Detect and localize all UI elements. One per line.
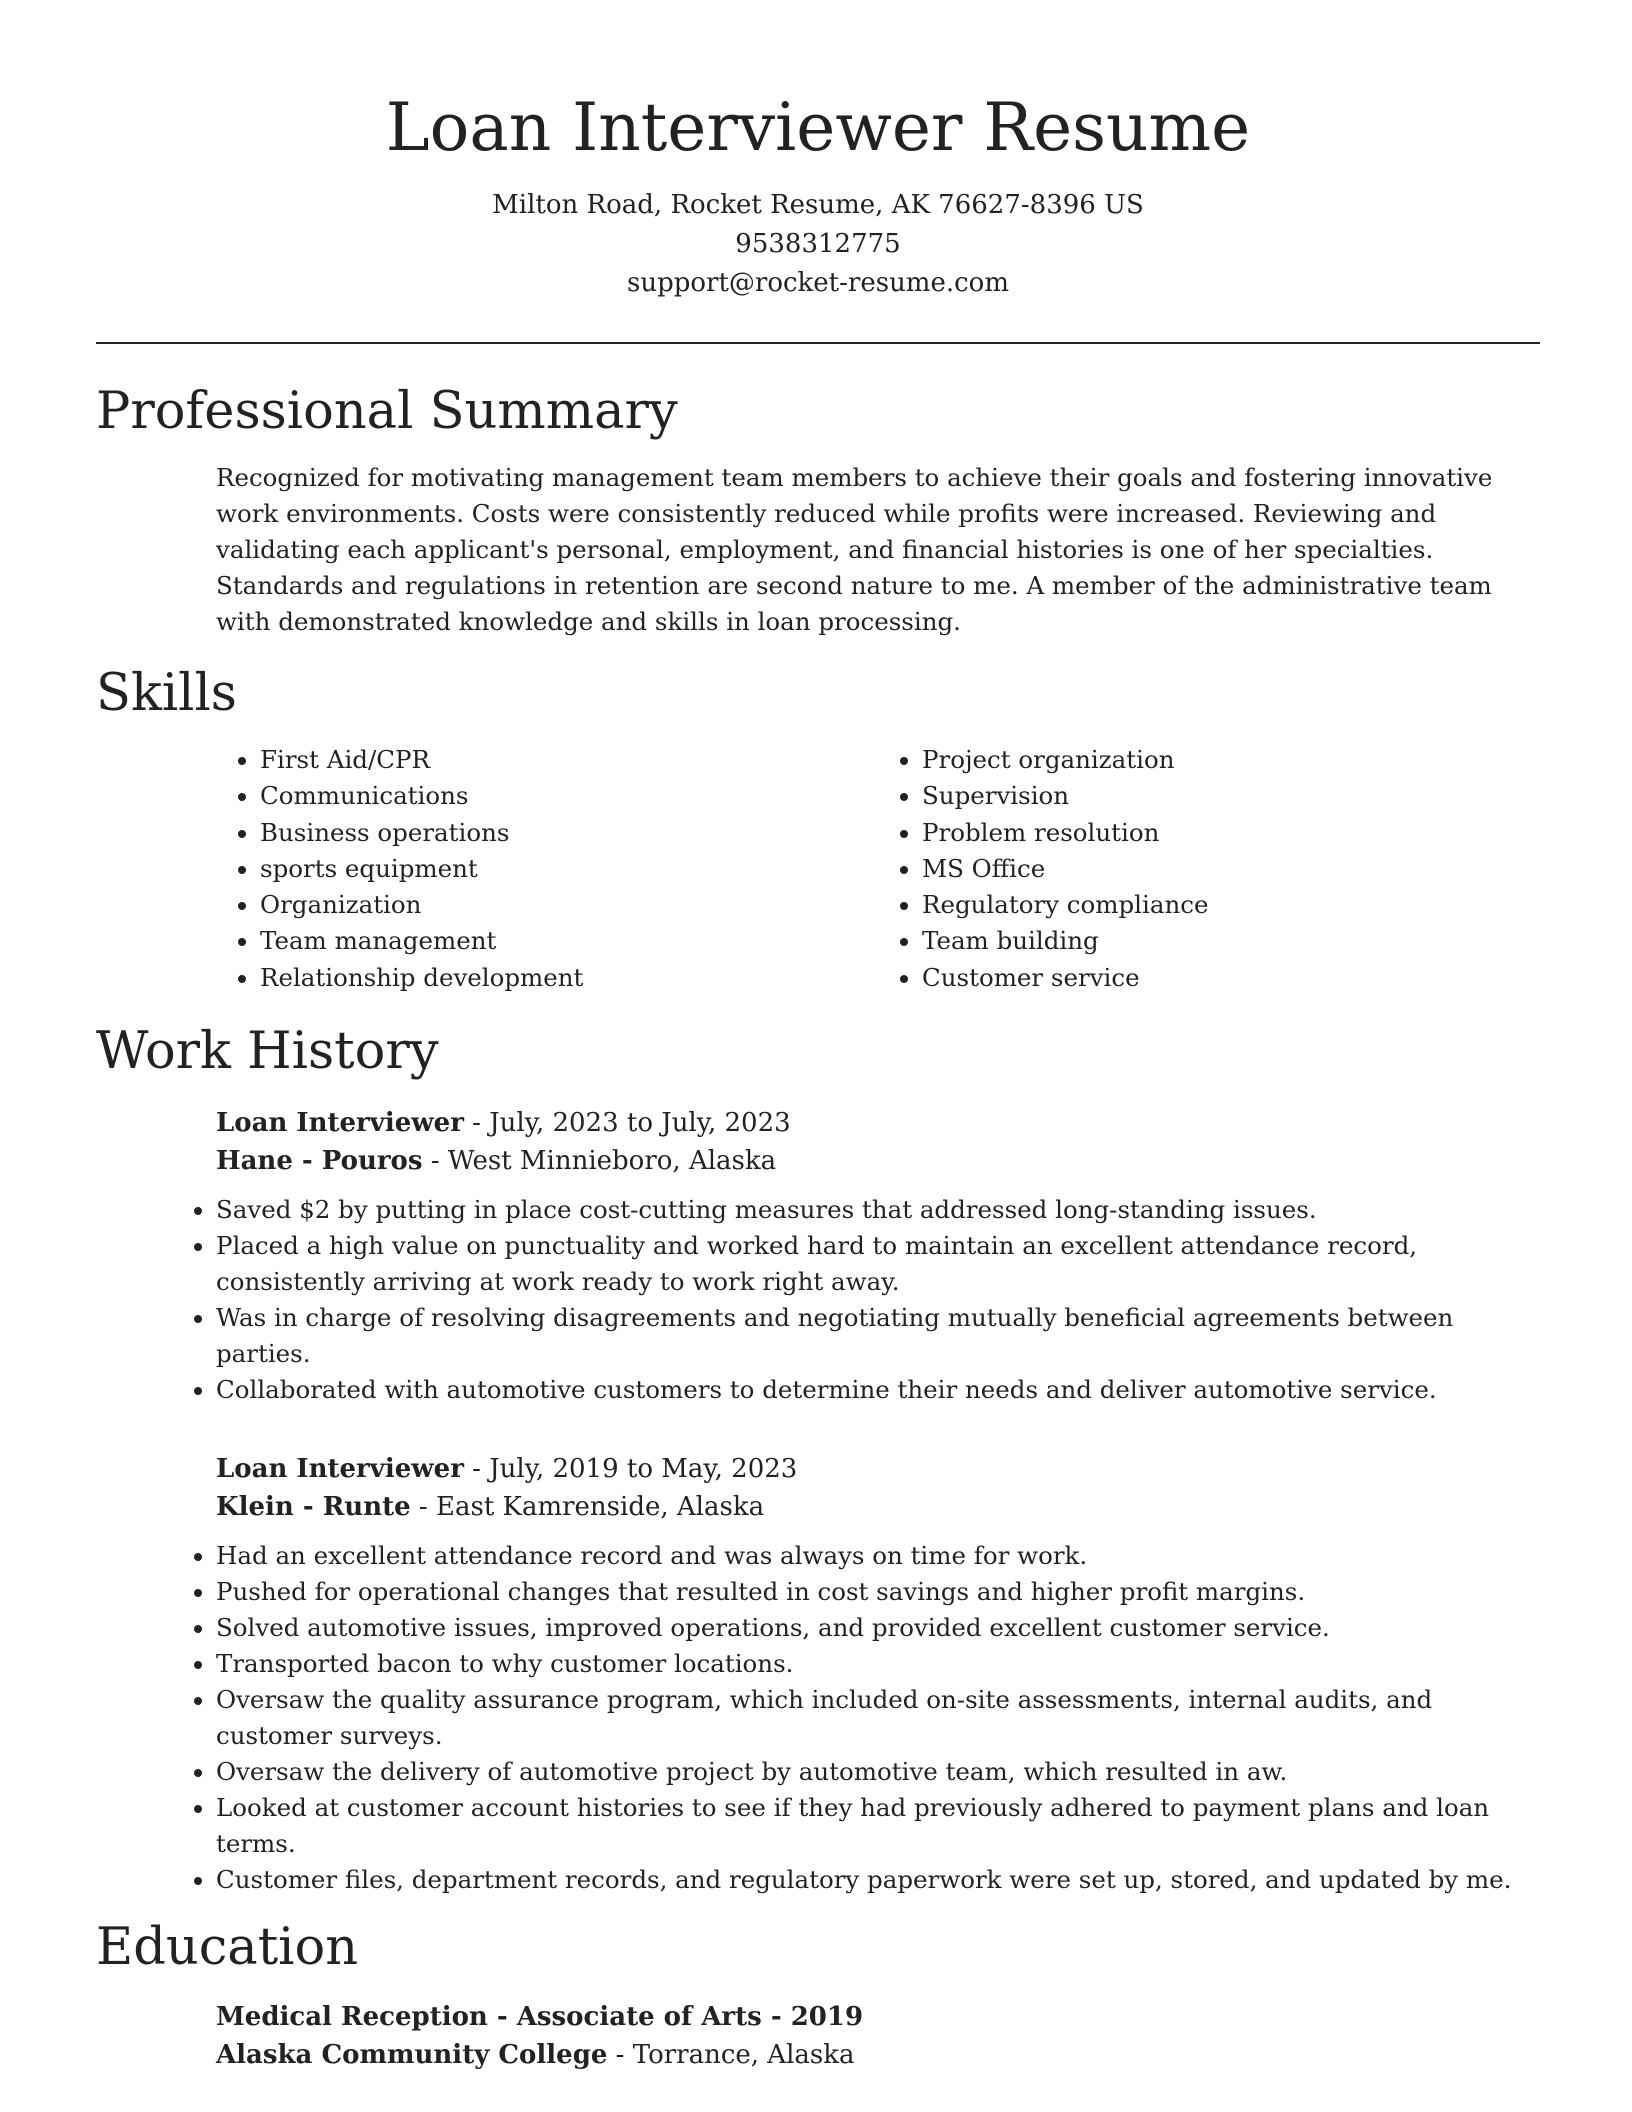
education-section bbox=[216, 1998, 1540, 2074]
job-dates: July, 2023 to July, 2023 bbox=[489, 1108, 791, 1138]
education-heading: Education bbox=[96, 1918, 359, 1977]
list-item: • Had an excellent attendance record and was always on time for work. bbox=[216, 1538, 1540, 1574]
work-section bbox=[216, 1104, 1540, 1898]
list-item: • Collaborated with automotive customers to determine their needs and deliver automotive service. bbox=[216, 1372, 1540, 1408]
skills-list-right bbox=[878, 742, 1540, 996]
education-location: Torrance, Alaska bbox=[632, 2040, 855, 2070]
job-employer: Klein - Runte bbox=[216, 1492, 411, 1522]
list-item: • Oversaw the quality assurance program, which included on-site assessments, internal audits, and customer surveys. bbox=[216, 1682, 1540, 1754]
list-item: • Saved $2 by putting in place cost-cutting measures that addressed long-standing issues. bbox=[216, 1192, 1540, 1228]
job-role: Loan Interviewer bbox=[216, 1454, 464, 1484]
skill-item: • sports equipment bbox=[260, 851, 878, 887]
skill-item: • Team management bbox=[260, 923, 878, 959]
job-title-line: Loan Interviewer - July, 2023 to July, 2023 bbox=[216, 1108, 791, 1138]
job-role: Loan Interviewer bbox=[216, 1108, 464, 1138]
list-item: • Solved automotive issues, improved operations, and provided excellent customer service. bbox=[216, 1610, 1540, 1646]
list-item: • Looked at customer account histories to see if they had previously adhered to payment plans and loan terms. bbox=[216, 1790, 1540, 1862]
skill-item: • Project organization bbox=[922, 742, 1540, 778]
summary-text: Recognized for motivating management team members to achieve their goals and fostering innovative work environments. Costs were consistently reduced while profits were increased. Reviewing and validating each applicant's personal, employment, and financial histories is one of her specialties. Standards and regulations in retention are second nature to me. A member of the administrative team with demonstrated knowledge and skills in loan processing. bbox=[216, 463, 1493, 636]
skill-item: • MS Office bbox=[922, 851, 1540, 887]
skill-item: • Organization bbox=[260, 887, 878, 923]
skills-section bbox=[216, 742, 1540, 996]
job-employer-line: Klein - Runte - East Kamrenside, Alaska bbox=[216, 1492, 765, 1522]
phone: 9538312775 bbox=[735, 229, 901, 259]
education-degree-line: Medical Reception - Associate of Arts - 2019 bbox=[216, 2002, 864, 2032]
skill-item: • Team building bbox=[922, 923, 1540, 959]
job-entry bbox=[216, 1450, 1540, 1898]
skill-item: • Customer service bbox=[922, 960, 1540, 996]
email: support@rocket-resume.com bbox=[626, 268, 1009, 298]
job-location: West Minnieboro, Alaska bbox=[447, 1146, 777, 1176]
job-bullets bbox=[172, 1192, 1540, 1408]
address: Milton Road, Rocket Resume, AK 76627-8396 US bbox=[492, 190, 1144, 220]
header-divider bbox=[96, 342, 1540, 344]
skill-item: • First Aid/CPR bbox=[260, 742, 878, 778]
skill-item: • Relationship development bbox=[260, 960, 878, 996]
skill-item: • Supervision bbox=[922, 778, 1540, 814]
list-item: • Was in charge of resolving disagreements and negotiating mutually beneficial agreements between parties. bbox=[216, 1300, 1540, 1372]
job-dates: July, 2019 to May, 2023 bbox=[489, 1454, 798, 1484]
education-school-line: Alaska Community College - Torrance, Alaska bbox=[216, 2040, 855, 2070]
summary-section bbox=[216, 460, 1540, 640]
job-entry bbox=[216, 1104, 1540, 1408]
job-employer: Hane - Pouros bbox=[216, 1146, 423, 1176]
education-degree: Medical Reception bbox=[216, 2002, 488, 2032]
job-employer-line: Hane - Pouros - West Minnieboro, Alaska bbox=[216, 1146, 777, 1176]
education-year: 2019 bbox=[790, 2002, 864, 2032]
education-type: Associate of Arts bbox=[516, 2002, 762, 2032]
job-title-line: Loan Interviewer - July, 2019 to May, 2023 bbox=[216, 1454, 798, 1484]
work-heading: Work History bbox=[96, 1022, 439, 1081]
education-school: Alaska Community College bbox=[216, 2040, 608, 2070]
contact-block bbox=[96, 186, 1540, 303]
job-bullets bbox=[172, 1538, 1540, 1898]
list-item: • Transported bacon to why customer locations. bbox=[216, 1646, 1540, 1682]
resume-title: Loan Interviewer Resume bbox=[385, 89, 1251, 166]
skill-item: • Problem resolution bbox=[922, 815, 1540, 851]
resume-header bbox=[96, 84, 1540, 303]
list-item: • Placed a high value on punctuality and worked hard to maintain an excellent attendance record, consistently arriving at work ready to work right away. bbox=[216, 1228, 1540, 1300]
skill-item: • Business operations bbox=[260, 815, 878, 851]
skills-list-left bbox=[216, 742, 878, 996]
list-item: • Customer files, department records, and regulatory paperwork were set up, stored, and updated by me. bbox=[216, 1862, 1540, 1898]
skills-heading: Skills bbox=[96, 664, 237, 723]
skill-item: • Communications bbox=[260, 778, 878, 814]
list-item: • Oversaw the delivery of automotive project by automotive team, which resulted in aw. bbox=[216, 1754, 1540, 1790]
summary-heading: Professional Summary bbox=[96, 382, 678, 441]
skill-item: • Regulatory compliance bbox=[922, 887, 1540, 923]
list-item: • Pushed for operational changes that resulted in cost savings and higher profit margins. bbox=[216, 1574, 1540, 1610]
job-location: East Kamrenside, Alaska bbox=[436, 1492, 765, 1522]
